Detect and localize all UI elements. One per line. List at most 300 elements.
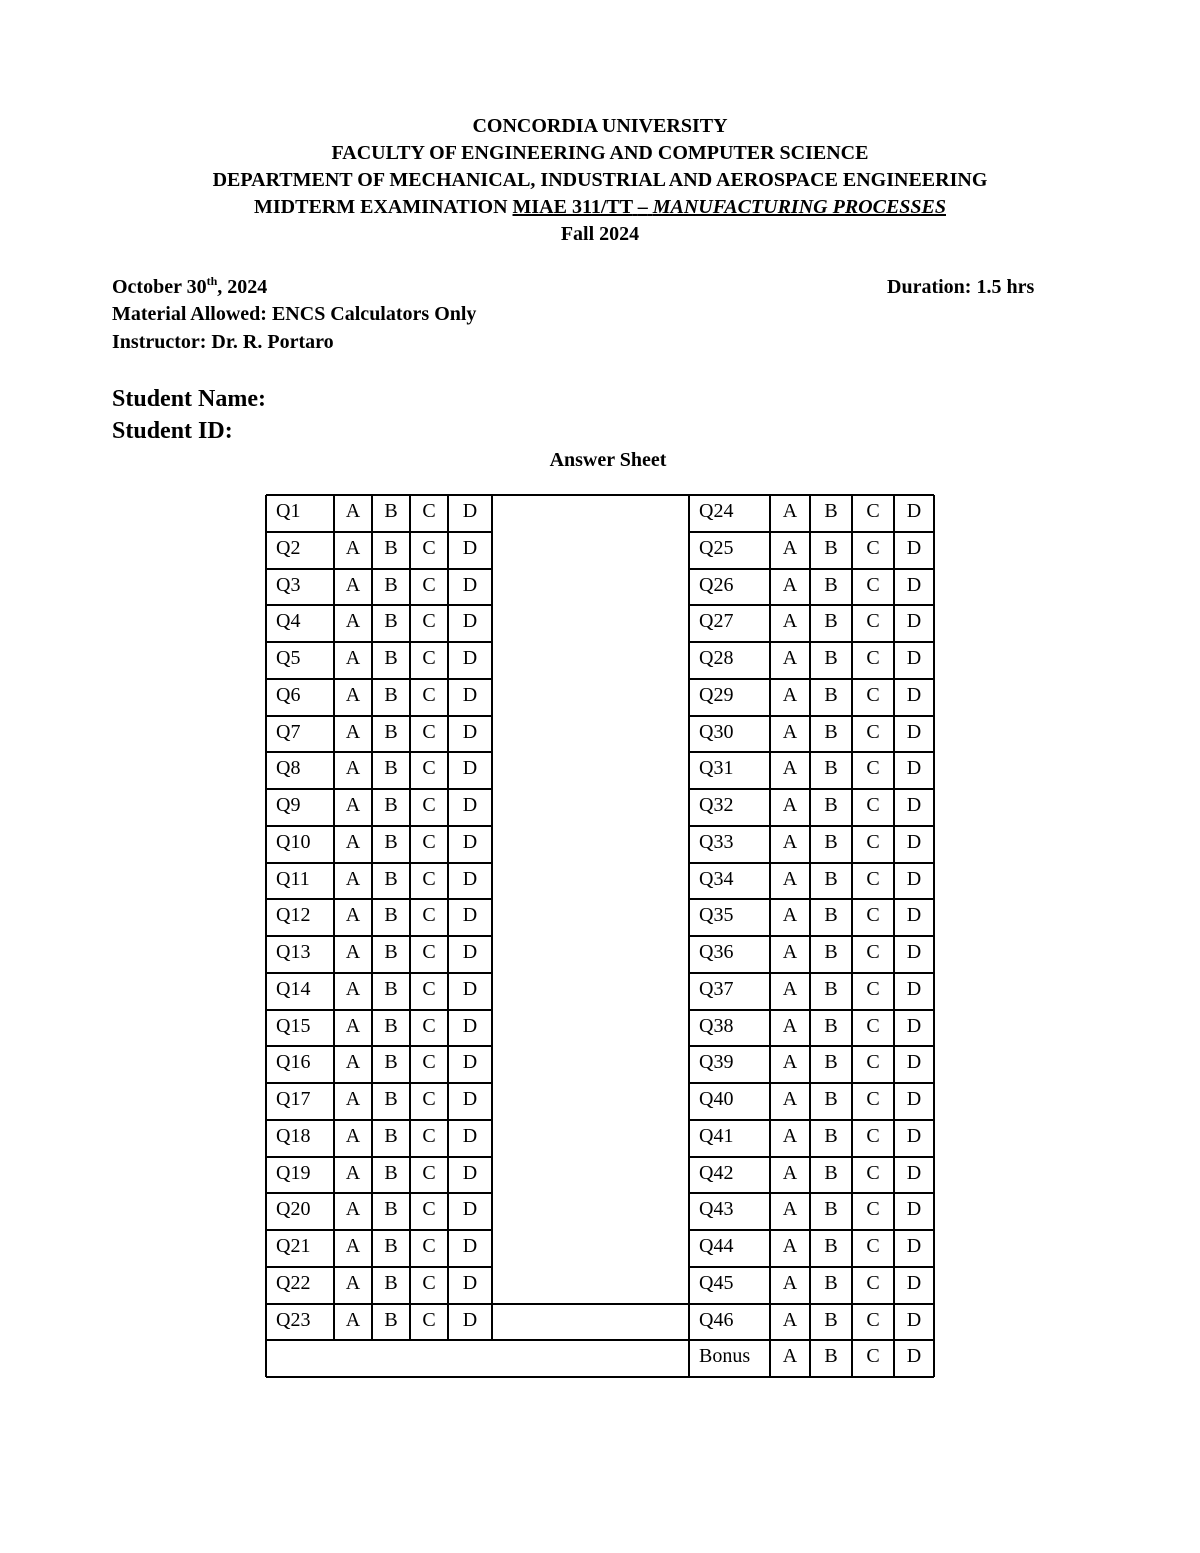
answer-option-d[interactable]: D [906, 1235, 922, 1257]
answer-option-b[interactable]: B [824, 1308, 838, 1331]
question-label: Q15 [276, 1014, 311, 1037]
answer-option-d[interactable]: D [906, 573, 922, 596]
answer-option-c[interactable]: C [422, 536, 436, 559]
answer-option-d[interactable]: D [906, 1161, 922, 1184]
answer-option-c[interactable]: C [422, 1198, 436, 1221]
material-allowed: Material Allowed: ENCS Calculators Only [112, 303, 477, 325]
question-label: Q2 [276, 536, 301, 559]
answer-option-d[interactable]: D [906, 757, 922, 780]
grid-line [689, 935, 934, 937]
question-label: Q12 [276, 904, 311, 927]
question-label: Q10 [276, 830, 311, 853]
grid-line [266, 715, 492, 717]
answer-option-c[interactable]: C [422, 610, 436, 633]
answer-option-d[interactable]: D [906, 830, 922, 853]
grid-line [689, 715, 934, 717]
answer-option-b[interactable]: B [384, 1088, 398, 1110]
answer-option-b[interactable]: B [824, 904, 838, 927]
answer-option-b[interactable]: B [824, 1161, 838, 1184]
question-label: Q7 [276, 720, 301, 743]
answer-option-b[interactable]: B [384, 1014, 398, 1037]
answer-option-a[interactable]: A [782, 1124, 798, 1147]
question-label: Q21 [276, 1235, 311, 1257]
answer-option-d[interactable]: D [906, 904, 922, 927]
answer-option-c[interactable]: C [422, 1014, 436, 1037]
answer-option-c[interactable]: C [866, 573, 880, 596]
answer-option-d[interactable]: D [462, 794, 478, 816]
exam-date: October 30th, 2024 [112, 274, 268, 298]
answer-option-a[interactable]: A [782, 1235, 798, 1257]
question-label: Q20 [276, 1198, 311, 1221]
answer-option-a[interactable]: A [345, 1051, 361, 1074]
answer-option-b[interactable]: B [824, 830, 838, 853]
answer-option-b[interactable]: B [824, 720, 838, 743]
answer-option-c[interactable]: C [866, 1198, 880, 1221]
answer-option-d[interactable]: D [906, 1198, 922, 1221]
answer-option-d[interactable]: D [906, 1124, 922, 1147]
question-label: Q18 [276, 1124, 311, 1147]
answer-option-c[interactable]: C [866, 794, 880, 816]
answer-option-b[interactable]: B [824, 1345, 838, 1368]
question-label: Q39 [699, 1051, 734, 1074]
course-code: MIAE 311/TT – [512, 196, 648, 218]
answer-option-b[interactable]: B [824, 536, 838, 559]
answer-option-a[interactable]: A [345, 1308, 361, 1331]
answer-option-d[interactable]: D [462, 573, 478, 596]
question-label: Q29 [699, 683, 734, 706]
question-label: Q23 [276, 1308, 311, 1331]
answer-option-b[interactable]: B [384, 536, 398, 559]
answer-option-c[interactable]: C [866, 1124, 880, 1147]
grid-line [266, 1266, 492, 1268]
answer-option-a[interactable]: A [345, 500, 361, 522]
answer-option-a[interactable]: A [782, 610, 798, 633]
question-label: Q19 [276, 1161, 311, 1184]
answer-option-c[interactable]: C [866, 1161, 880, 1184]
answer-option-c[interactable]: C [422, 1088, 436, 1110]
answer-option-a[interactable]: A [345, 1198, 361, 1221]
answer-option-a[interactable]: A [782, 1088, 798, 1110]
answer-option-c[interactable]: C [866, 683, 880, 706]
answer-option-a[interactable]: A [782, 1345, 798, 1368]
answer-option-a[interactable]: A [782, 1308, 798, 1331]
grid-line [689, 751, 934, 753]
answer-option-c[interactable]: C [866, 867, 880, 890]
question-label: Q4 [276, 610, 301, 633]
answer-option-c[interactable]: C [422, 1235, 436, 1257]
answer-option-b[interactable]: B [824, 1051, 838, 1074]
question-label: Q5 [276, 647, 301, 669]
grid-line [689, 1119, 934, 1121]
answer-option-d[interactable]: D [462, 941, 478, 963]
answer-option-b[interactable]: B [384, 1051, 398, 1074]
answer-option-c[interactable]: C [866, 1271, 880, 1294]
question-label: Q36 [699, 941, 734, 963]
answer-option-a[interactable]: A [782, 536, 798, 559]
instructor: Instructor: Dr. R. Portaro [112, 331, 334, 353]
answer-option-b[interactable]: B [384, 794, 398, 816]
answer-option-d[interactable]: D [906, 500, 922, 522]
answer-option-a[interactable]: A [345, 757, 361, 780]
answer-option-b[interactable]: B [384, 647, 398, 669]
answer-option-b[interactable]: B [824, 867, 838, 890]
answer-option-a[interactable]: A [345, 794, 361, 816]
answer-option-d[interactable]: D [906, 647, 922, 669]
grid-line [266, 898, 492, 900]
answer-option-d[interactable]: D [906, 941, 922, 963]
grid-line [689, 531, 934, 533]
answer-option-d[interactable]: D [462, 1124, 478, 1147]
answer-option-a[interactable]: A [345, 720, 361, 743]
grid-line [689, 1266, 934, 1268]
answer-option-d[interactable]: D [462, 1198, 478, 1221]
exam-term: Fall 2024 [560, 223, 640, 245]
answer-option-c[interactable]: C [422, 647, 436, 669]
answer-option-c[interactable]: C [866, 757, 880, 780]
answer-option-a[interactable]: A [345, 867, 361, 890]
grid-line [266, 1009, 492, 1011]
answer-option-b[interactable]: B [384, 573, 398, 596]
answer-option-a[interactable]: A [782, 1161, 798, 1184]
answer-option-c[interactable]: C [422, 573, 436, 596]
answer-option-d[interactable]: D [906, 1051, 922, 1074]
answer-option-d[interactable]: D [462, 1051, 478, 1074]
answer-option-d[interactable]: D [462, 1235, 478, 1257]
answer-option-c[interactable]: C [866, 1235, 880, 1257]
answer-option-c[interactable]: C [422, 794, 436, 816]
question-label: Q40 [699, 1088, 734, 1110]
answer-option-d[interactable]: D [462, 536, 478, 559]
answer-option-a[interactable]: A [345, 941, 361, 963]
answer-option-c[interactable]: C [866, 720, 880, 743]
answer-option-a[interactable]: A [345, 1271, 361, 1294]
answer-option-b[interactable]: B [824, 610, 838, 633]
grid-line [266, 531, 492, 533]
answer-option-a[interactable]: A [345, 977, 361, 1000]
grid-line [266, 1119, 492, 1121]
answer-option-c[interactable]: C [422, 683, 436, 706]
grid-line [689, 1192, 934, 1194]
answer-option-b[interactable]: B [384, 1198, 398, 1221]
answer-option-d[interactable]: D [462, 867, 478, 890]
question-label: Q1 [276, 500, 301, 522]
answer-option-b[interactable]: B [824, 941, 838, 963]
grid-line [266, 788, 492, 790]
grid-line [266, 1156, 492, 1158]
answer-option-c[interactable]: C [422, 941, 436, 963]
answer-option-d[interactable]: D [906, 977, 922, 1000]
answer-option-c[interactable]: C [866, 536, 880, 559]
answer-option-b[interactable]: B [384, 830, 398, 853]
grid-line [689, 678, 934, 680]
grid-line [689, 862, 934, 864]
answer-option-a[interactable]: A [345, 1161, 361, 1184]
question-label: Q46 [699, 1308, 734, 1331]
grid-line [809, 495, 811, 1377]
answer-option-a[interactable]: A [782, 647, 798, 669]
answer-option-b[interactable]: B [384, 867, 398, 890]
answer-option-a[interactable]: A [345, 1124, 361, 1147]
answer-option-a[interactable]: A [782, 867, 798, 890]
answer-option-a[interactable]: A [782, 794, 798, 816]
question-label: Q16 [276, 1051, 311, 1074]
answer-option-c[interactable]: C [866, 500, 880, 522]
answer-option-b[interactable]: B [384, 1161, 398, 1184]
answer-option-a[interactable]: A [345, 573, 361, 596]
question-label: Q31 [699, 757, 734, 780]
grid-line [266, 678, 492, 680]
answer-option-a[interactable]: A [782, 941, 798, 963]
grid-line [266, 604, 492, 606]
answer-option-c[interactable]: C [866, 830, 880, 853]
answer-option-d[interactable]: D [462, 1161, 478, 1184]
answer-option-d[interactable]: D [462, 1014, 478, 1037]
question-label: Q13 [276, 941, 311, 963]
answer-option-b[interactable]: B [824, 977, 838, 1000]
grid-line [689, 604, 934, 606]
answer-option-b[interactable]: B [384, 1124, 398, 1147]
answer-option-b[interactable]: B [384, 683, 398, 706]
answer-option-b[interactable]: B [824, 1271, 838, 1294]
answer-option-c[interactable]: C [866, 1088, 880, 1110]
answer-option-b[interactable]: B [384, 1271, 398, 1294]
grid-line [893, 495, 895, 1377]
answer-option-b[interactable]: B [384, 977, 398, 1000]
answer-option-d[interactable]: D [462, 977, 478, 1000]
grid-line [689, 898, 934, 900]
grid-line [689, 1229, 934, 1231]
question-label: Q38 [699, 1014, 734, 1037]
answer-option-c[interactable]: C [866, 1051, 880, 1074]
answer-option-a[interactable]: A [345, 830, 361, 853]
answer-option-b[interactable]: B [824, 757, 838, 780]
answer-option-d[interactable]: D [462, 720, 478, 743]
grid-line [689, 1009, 934, 1011]
question-label: Q24 [699, 500, 734, 522]
answer-option-a[interactable]: A [345, 536, 361, 559]
answer-sheet-table [266, 495, 934, 1377]
question-label: Q32 [699, 794, 734, 816]
question-label: Q42 [699, 1161, 734, 1184]
faculty-name: FACULTY OF ENGINEERING AND COMPUTER SCIENCE [331, 142, 869, 164]
answer-option-d[interactable]: D [462, 904, 478, 927]
grid-line [266, 1045, 492, 1047]
grid-line [689, 568, 934, 570]
answer-option-c[interactable]: C [866, 977, 880, 1000]
question-label: Q8 [276, 757, 301, 780]
answer-option-b[interactable]: B [824, 1124, 838, 1147]
answer-option-a[interactable]: A [782, 683, 798, 706]
answer-option-d[interactable]: D [462, 1088, 478, 1110]
answer-option-a[interactable]: A [782, 977, 798, 1000]
exam-title [0, 194, 1200, 221]
exam-header [0, 113, 1200, 248]
answer-option-d[interactable]: D [462, 1271, 478, 1294]
grid-line [266, 1229, 492, 1231]
question-label: Q17 [276, 1088, 311, 1110]
grid-line [688, 495, 690, 1377]
answer-option-b[interactable]: B [824, 794, 838, 816]
answer-option-d[interactable]: D [906, 1014, 922, 1037]
answer-option-d[interactable]: D [906, 1271, 922, 1294]
answer-option-c[interactable]: C [866, 1014, 880, 1037]
answer-option-b[interactable]: B [824, 1088, 838, 1110]
question-label: Q43 [699, 1198, 734, 1221]
grid-line [447, 495, 449, 1340]
answer-option-a[interactable]: A [782, 904, 798, 927]
answer-option-a[interactable]: A [782, 1271, 798, 1294]
answer-option-c[interactable]: C [422, 757, 436, 780]
answer-option-c[interactable]: C [422, 904, 436, 927]
bonus-label: Bonus [699, 1345, 751, 1368]
grid-line [689, 641, 934, 643]
grid-line [266, 935, 492, 937]
question-label: Q37 [699, 977, 734, 1000]
question-label: Q11 [276, 867, 310, 890]
answer-option-b[interactable]: B [824, 1235, 838, 1257]
answer-option-b[interactable]: B [824, 1014, 838, 1037]
answer-option-b[interactable]: B [384, 904, 398, 927]
answer-option-c[interactable]: C [866, 904, 880, 927]
answer-option-c[interactable]: C [422, 500, 436, 522]
grid-line [851, 495, 853, 1377]
grid-line [769, 495, 771, 1377]
answer-option-a[interactable]: A [345, 1014, 361, 1037]
answer-option-c[interactable]: C [866, 647, 880, 669]
answer-option-d[interactable]: D [462, 757, 478, 780]
answer-option-d[interactable]: D [906, 720, 922, 743]
answer-option-a[interactable]: A [782, 720, 798, 743]
answer-sheet-title: Answer Sheet [549, 449, 667, 471]
answer-option-d[interactable]: D [906, 683, 922, 706]
grid-line [266, 1339, 934, 1341]
question-label: Q27 [699, 610, 734, 633]
answer-option-a[interactable]: A [782, 830, 798, 853]
answer-option-d[interactable]: D [906, 794, 922, 816]
answer-option-a[interactable]: A [782, 757, 798, 780]
answer-option-b[interactable]: B [384, 500, 398, 522]
answer-option-d[interactable]: D [462, 830, 478, 853]
answer-option-c[interactable]: C [422, 977, 436, 1000]
answer-option-b[interactable]: B [384, 1308, 398, 1331]
answer-option-c[interactable]: C [422, 720, 436, 743]
student-name-label: Student Name: [112, 386, 266, 412]
question-label: Q33 [699, 830, 734, 853]
answer-option-d[interactable]: D [906, 536, 922, 559]
answer-option-d[interactable]: D [906, 1308, 922, 1331]
answer-option-b[interactable]: B [824, 500, 838, 522]
answer-option-a[interactable]: A [782, 1198, 798, 1221]
grid-line [266, 825, 492, 827]
grid-line [266, 1082, 492, 1084]
answer-option-a[interactable]: A [782, 573, 798, 596]
answer-option-c[interactable]: C [422, 1051, 436, 1074]
question-label: Q26 [699, 573, 734, 596]
answer-option-c[interactable]: C [422, 1271, 436, 1294]
grid-line [371, 495, 373, 1340]
university-name: CONCORDIA UNIVERSITY [472, 115, 728, 137]
answer-option-b[interactable]: B [824, 573, 838, 596]
answer-option-c[interactable]: C [866, 1308, 880, 1331]
grid-line [266, 1376, 934, 1378]
question-label: Q44 [699, 1235, 734, 1257]
answer-option-d[interactable]: D [462, 647, 478, 669]
answer-option-d[interactable]: D [462, 683, 478, 706]
answer-option-b[interactable]: B [824, 683, 838, 706]
answer-option-a[interactable]: A [345, 904, 361, 927]
question-label: Q22 [276, 1271, 311, 1294]
answer-option-d[interactable]: D [462, 500, 478, 522]
grid-line [491, 495, 493, 1340]
grid-line [409, 495, 411, 1340]
department-name: DEPARTMENT OF MECHANICAL, INDUSTRIAL AND AEROSPACE ENGINEERING [212, 169, 988, 191]
answer-option-b[interactable]: B [384, 757, 398, 780]
question-label: Q9 [276, 794, 301, 816]
answer-option-a[interactable]: A [345, 647, 361, 669]
answer-option-b[interactable]: B [384, 610, 398, 633]
answer-option-a[interactable]: A [345, 683, 361, 706]
answer-option-d[interactable]: D [906, 867, 922, 890]
answer-option-c[interactable]: C [422, 867, 436, 890]
answer-option-d[interactable]: D [906, 1088, 922, 1110]
grid-line [266, 751, 492, 753]
course-name: MANUFACTURING PROCESSES [652, 196, 946, 218]
question-label: Q3 [276, 573, 301, 596]
answer-option-c[interactable]: C [422, 1161, 436, 1184]
answer-option-a[interactable]: A [782, 500, 798, 522]
question-label: Q30 [699, 720, 734, 743]
answer-option-a[interactable]: A [345, 610, 361, 633]
answer-option-d[interactable]: D [906, 1345, 922, 1368]
answer-option-d[interactable]: D [906, 610, 922, 633]
answer-option-b[interactable]: B [384, 1235, 398, 1257]
answer-option-b[interactable]: B [824, 647, 838, 669]
answer-option-d[interactable]: D [462, 610, 478, 633]
answer-option-c[interactable]: C [866, 610, 880, 633]
grid-line [333, 495, 335, 1340]
answer-option-c[interactable]: C [422, 1308, 436, 1331]
exam-duration: Duration: 1.5 hrs [887, 276, 1035, 298]
grid-line [689, 825, 934, 827]
answer-option-a[interactable]: A [345, 1235, 361, 1257]
answer-option-b[interactable]: B [384, 720, 398, 743]
answer-option-a[interactable]: A [782, 1014, 798, 1037]
answer-option-a[interactable]: A [345, 1088, 361, 1110]
answer-option-c[interactable]: C [422, 1124, 436, 1147]
grid-line [689, 1045, 934, 1047]
grid-line [689, 1082, 934, 1084]
grid-line [266, 494, 934, 496]
answer-option-d[interactable]: D [462, 1308, 478, 1331]
grid-line [266, 862, 492, 864]
answer-option-b[interactable]: B [384, 941, 398, 963]
answer-option-c[interactable]: C [866, 941, 880, 963]
answer-option-b[interactable]: B [824, 1198, 838, 1221]
question-label: Q28 [699, 647, 734, 669]
grid-line [266, 568, 492, 570]
answer-option-c[interactable]: C [422, 830, 436, 853]
question-label: Q14 [276, 977, 311, 1000]
answer-option-a[interactable]: A [782, 1051, 798, 1074]
grid-line [266, 972, 492, 974]
question-label: Q25 [699, 536, 734, 559]
grid-line [266, 641, 492, 643]
question-label: Q45 [699, 1271, 734, 1294]
question-label: Q41 [699, 1124, 734, 1147]
answer-option-c[interactable]: C [866, 1345, 880, 1368]
grid-line [689, 972, 934, 974]
question-label: Q34 [699, 867, 734, 890]
